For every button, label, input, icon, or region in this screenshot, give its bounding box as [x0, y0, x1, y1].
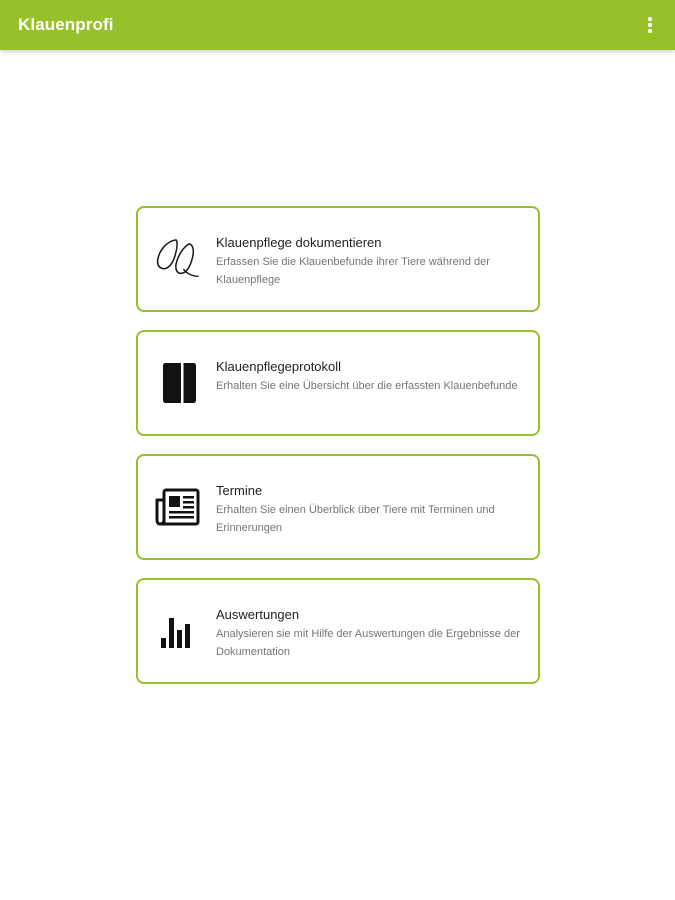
card-description: Analysieren sie mit Hilfe der Auswertungen die Ergebnisse der Dokumentation	[216, 628, 520, 658]
card-title: Termine	[216, 483, 263, 498]
card-description: Erhalten Sie einen Überblick über Tiere mit Terminen und Erinnerungen	[216, 504, 495, 534]
hoof-icon	[155, 236, 201, 282]
notebook-icon	[155, 360, 201, 406]
card-title: Klauenpflege dokumentieren	[216, 235, 382, 250]
more-vert-icon	[648, 23, 652, 27]
more-vert-icon	[648, 29, 652, 33]
card-klauenpflege-dokumentieren[interactable]	[136, 206, 540, 312]
card-title: Auswertungen	[216, 607, 300, 622]
card-auswertungen[interactable]	[136, 578, 540, 684]
card-title: Klauenpflegeprotokoll	[216, 359, 342, 374]
bar-chart-icon	[155, 608, 201, 654]
app-bar	[0, 0, 675, 50]
overflow-menu-button[interactable]	[635, 10, 665, 40]
menu-card-list	[136, 206, 540, 702]
card-description: Erfassen Sie die Klauenbefunde ihrer Tiere während der Klauenpflege	[216, 256, 490, 286]
more-vert-icon	[648, 17, 652, 21]
app-title: Klauenprofi	[18, 15, 114, 34]
card-description: Erhalten Sie eine Übersicht über die erfassten Klauenbefunde	[216, 380, 518, 392]
card-termine[interactable]	[136, 454, 540, 560]
newspaper-icon	[155, 484, 201, 530]
card-klauenpflegeprotokoll[interactable]	[136, 330, 540, 436]
